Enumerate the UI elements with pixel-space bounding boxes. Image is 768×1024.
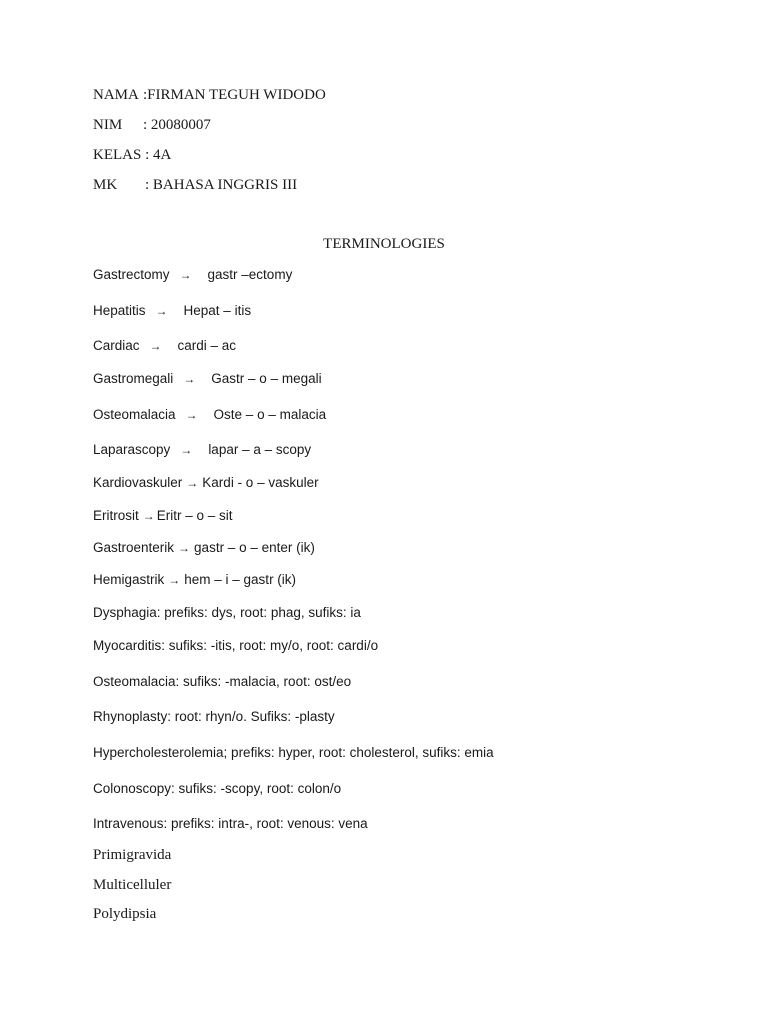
descriptive-item: Myocarditis: sufiks: -itis, root: my/o, root: cardi/o <box>93 638 379 653</box>
nim-label: NIM <box>93 117 123 133</box>
descriptive-item: Dysphagia: prefiks: dys, root: phag, sufiks: ia <box>93 605 361 620</box>
breakdown: Oste – o – malacia <box>213 407 327 422</box>
nim-line <box>93 117 211 134</box>
descriptive-item: Osteomalacia: sufiks: -malacia, root: ost/eo <box>93 674 352 689</box>
plain-item: Primigravida <box>93 847 172 863</box>
term: Gastroenterik <box>93 540 175 555</box>
term: Cardiac <box>93 338 140 353</box>
breakdown: cardi – ac <box>177 338 237 353</box>
nama-line <box>93 87 326 104</box>
breakdown: hem – i – gastr (ik) <box>184 572 297 587</box>
arrow-item <box>93 267 292 282</box>
arrow-right-icon: → <box>155 304 168 318</box>
arrow-right-icon: → <box>168 573 181 587</box>
plain-item: Polydipsia <box>93 906 157 922</box>
breakdown: Kardi - o – vaskuler <box>202 475 319 490</box>
arrow-right-icon: → <box>142 509 155 523</box>
arrow-item <box>93 508 233 523</box>
arrow-right-icon: → <box>149 339 162 353</box>
arrow-right-icon: → <box>180 443 193 457</box>
arrow-right-icon: → <box>185 408 198 422</box>
arrow-right-icon: → <box>178 541 191 555</box>
arrow-item <box>93 572 296 587</box>
arrow-right-icon: → <box>183 372 196 386</box>
arrow-item <box>93 475 319 490</box>
term: Hemigastrik <box>93 572 165 587</box>
breakdown: Hepat – itis <box>183 303 252 318</box>
term: Laparascopy <box>93 442 171 457</box>
mk-value: : BAHASA INGGRIS III <box>145 177 298 193</box>
arrow-item <box>93 303 251 318</box>
descriptive-item: Hypercholesterolemia; prefiks: hyper, root: cholesterol, sufiks: emia <box>93 745 494 760</box>
breakdown: Gastr – o – megali <box>211 371 322 386</box>
breakdown: gastr –ectomy <box>207 267 293 282</box>
breakdown: lapar – a – scopy <box>208 442 312 457</box>
kelas-line: KELAS : 4A <box>93 147 172 163</box>
arrow-right-icon: → <box>186 476 199 490</box>
page-title: TERMINOLOGIES <box>323 236 445 252</box>
nim-value: : 20080007 <box>143 117 211 133</box>
breakdown: Eritr – o – sit <box>156 508 233 523</box>
mk-line <box>93 177 297 194</box>
term: Hepatitis <box>93 303 146 318</box>
arrow-item <box>93 540 315 555</box>
term: Kardiovaskuler <box>93 475 183 490</box>
plain-item: Multicelluler <box>93 877 172 893</box>
nama-label: NAMA <box>93 87 139 103</box>
arrow-item <box>93 407 326 422</box>
term: Osteomalacia <box>93 407 176 422</box>
term: Eritrosit <box>93 508 139 523</box>
mk-label: MK <box>93 177 118 193</box>
arrow-item <box>93 371 322 386</box>
term: Gastromegali <box>93 371 174 386</box>
nama-value: :FIRMAN TEGUH WIDODO <box>143 87 326 103</box>
arrow-item <box>93 338 236 353</box>
breakdown: gastr – o – enter (ik) <box>194 540 315 555</box>
arrow-item <box>93 442 311 457</box>
descriptive-item: Rhynoplasty: root: rhyn/o. Sufiks: -plasty <box>93 709 335 724</box>
descriptive-item: Colonoscopy: sufiks: -scopy, root: colon/o <box>93 781 342 796</box>
arrow-right-icon: → <box>179 268 192 282</box>
term: Gastrectomy <box>93 267 170 282</box>
descriptive-item: Intravenous: prefiks: intra-, root: venous: vena <box>93 816 368 831</box>
